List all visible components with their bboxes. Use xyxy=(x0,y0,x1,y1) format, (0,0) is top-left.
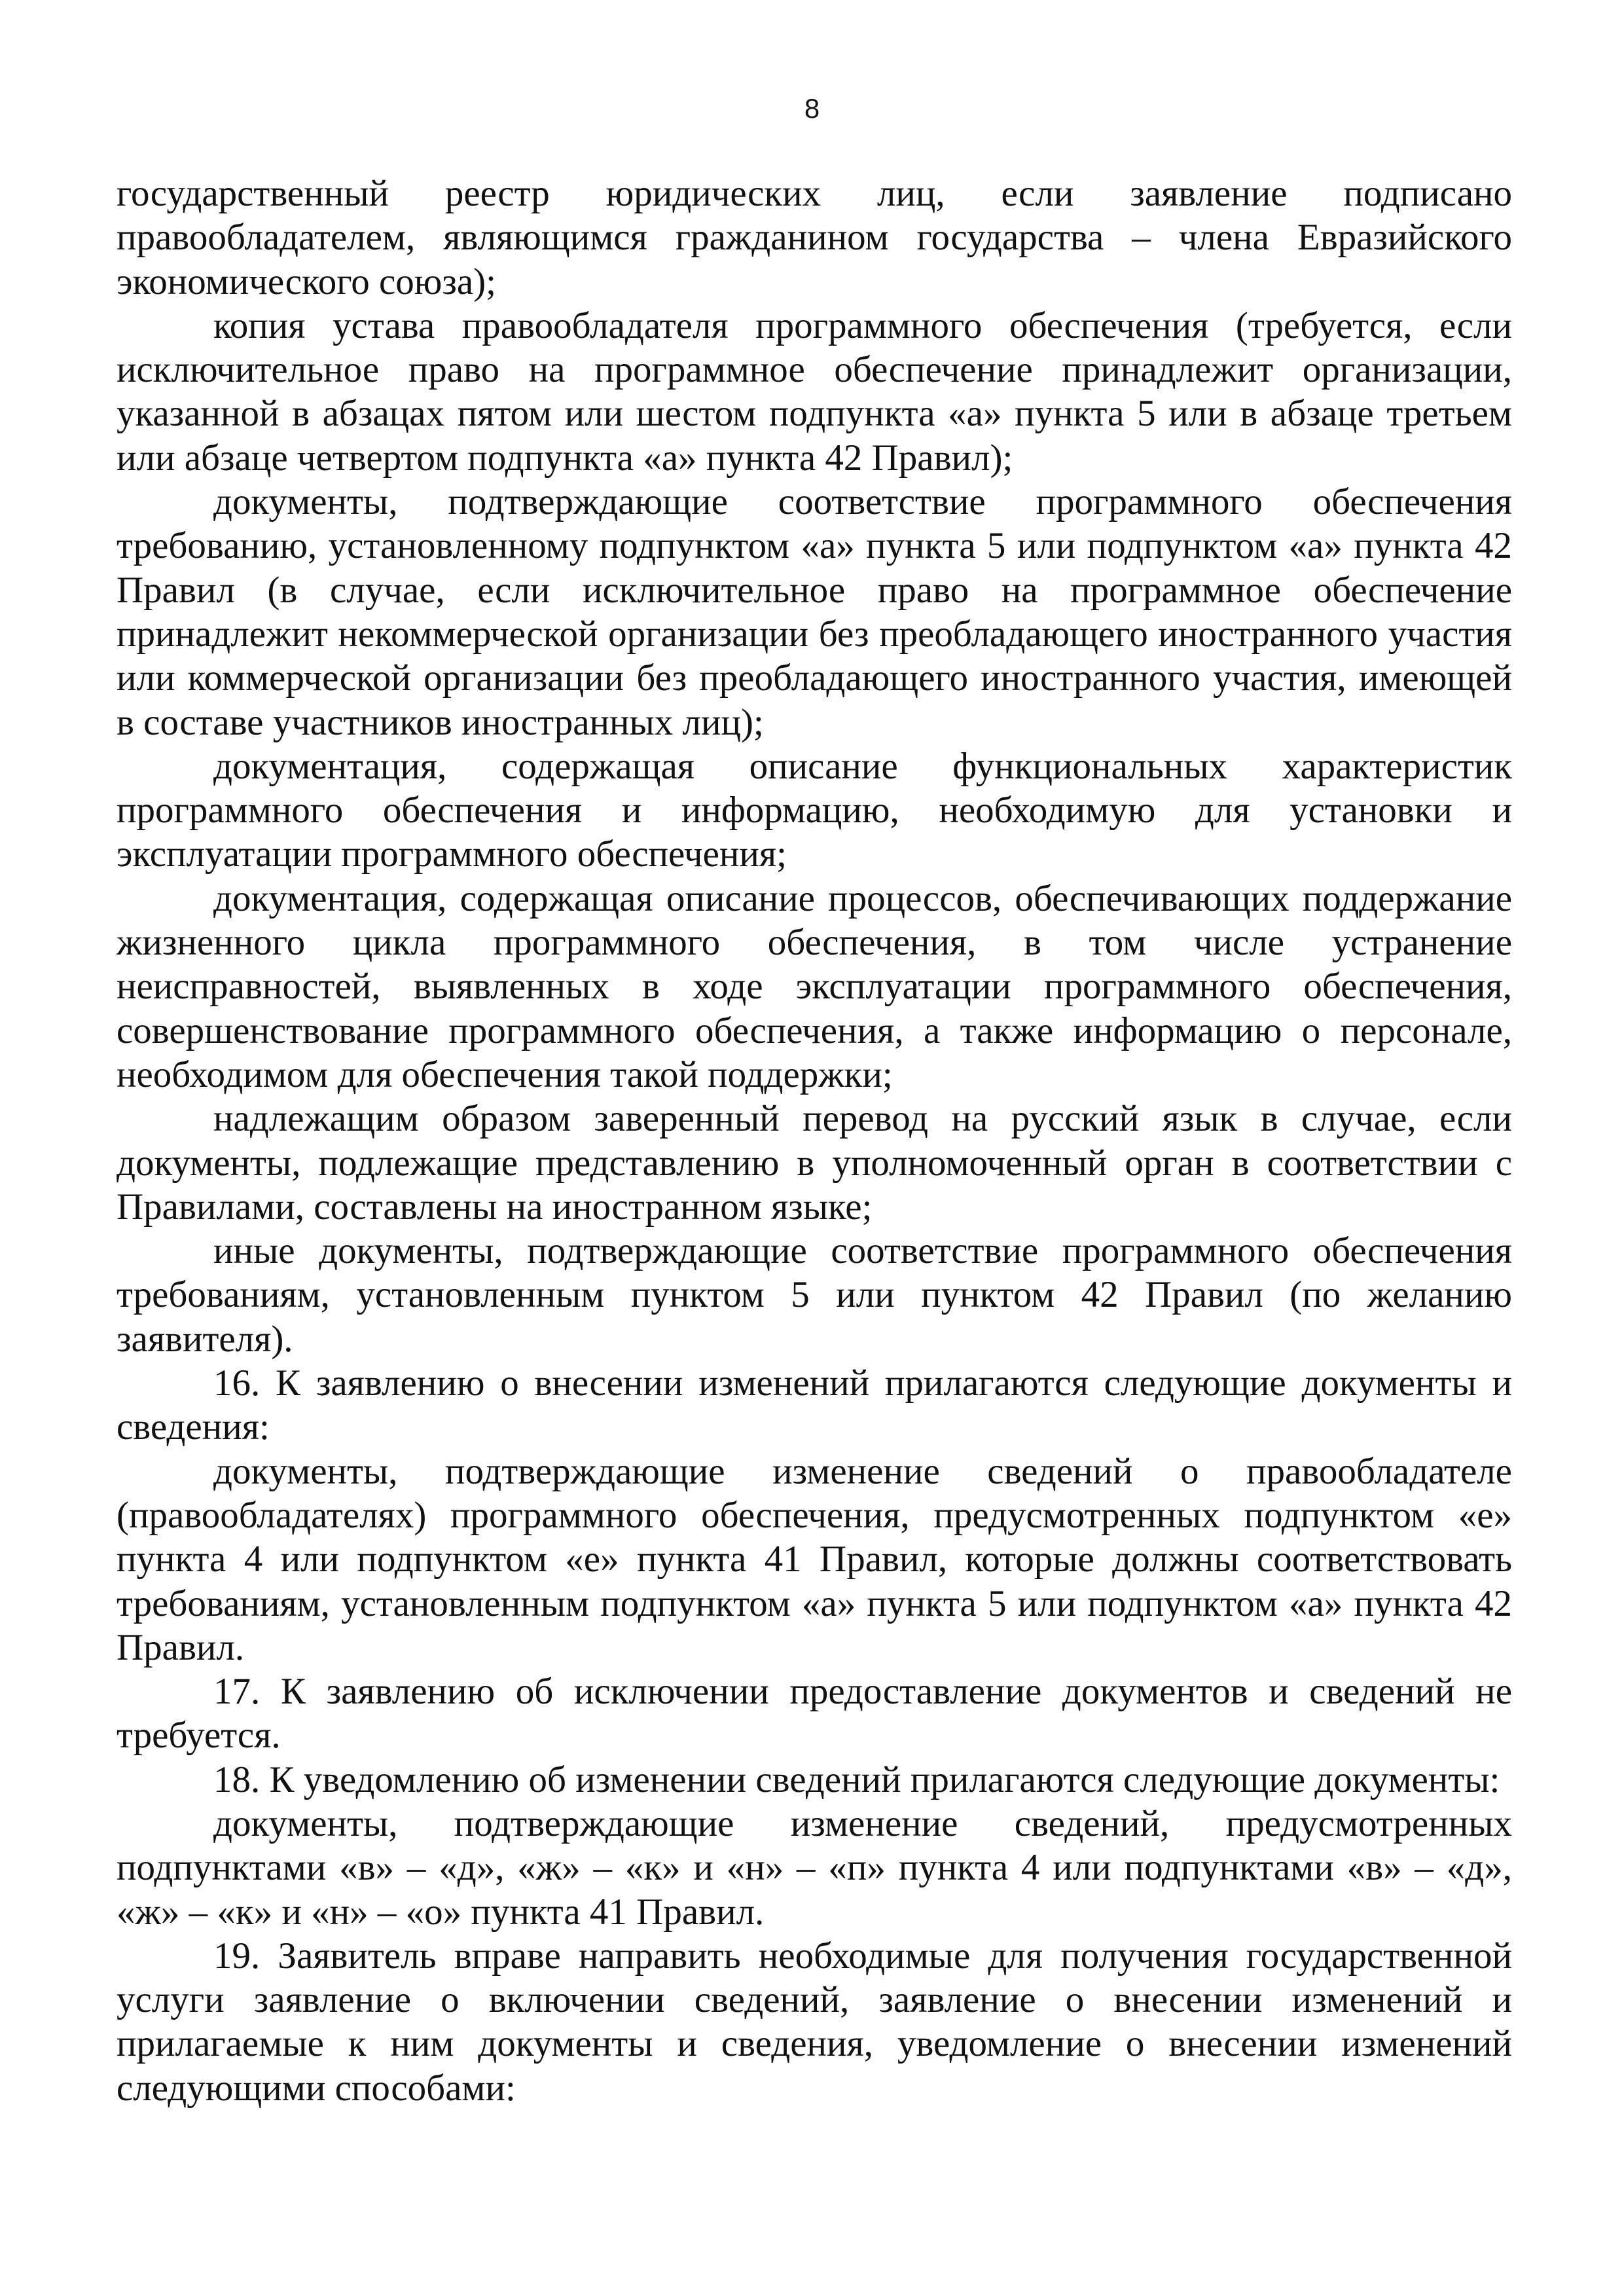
paragraph: надлежащим образом заверенный перевод на русский язык в случае, если документы, подлежащие представлению в уполномоченный орган в соответствии с Правилами, составлены на иностранном языке; xyxy=(117,1098,1512,1228)
document-body xyxy=(117,172,1512,2110)
paragraph-item-19: 19. Заявитель вправе направить необходимые для получения государственной услуги заявление о включении сведений, заявление о внесении изменений и прилагаемые к ним документы и сведения, уведомление о внесении изменений следующими способами: xyxy=(117,1935,1512,2109)
paragraph: копия устава правообладателя программного обеспечения (требуется, если исключительное право на программное обеспечение принадлежит организации, указанной в абзацах пятом или шестом подпункта «а» пункта 5 или в абзаце третьем или абзаце четвертом подпункта «а» пункта 42 Правил); xyxy=(117,304,1512,479)
paragraph: иные документы, подтверждающие соответствие программного обеспечения требованиям, установленным пунктом 5 или пунктом 42 Правил (по желанию заявителя). xyxy=(117,1230,1512,1360)
paragraph: документация, содержащая описание функциональных характеристик программного обеспечения и информацию, необходимую для установки и эксплуатации программного обеспечения; xyxy=(117,745,1512,875)
paragraph-item-18: 18. К уведомлению об изменении сведений прилагаются следующие документы: xyxy=(213,1758,1500,1800)
paragraph-continuation: государственный реестр юридических лиц, если заявление подписано правообладателем, являющимся гражданином государства – члена Евразийского экономического союза); xyxy=(117,173,1512,302)
paragraph: документы, подтверждающие изменение сведений, предусмотренных подпунктами «в» – «д», «ж» – «к» и «н» – «п» пункта 4 или подпунктами «в» – «д», «ж» – «к» и «н» – «о» пункта 41 Правил. xyxy=(117,1802,1512,1933)
page-number: 8 xyxy=(804,93,820,124)
paragraph-item-17: 17. К заявлению об исключении предоставление документов и сведений не требуется. xyxy=(117,1671,1512,1757)
paragraph-item-16: 16. К заявлению о внесении изменений прилагаются следующие документы и сведения: xyxy=(117,1362,1512,1448)
paragraph: документы, подтверждающие изменение сведений о правообладателе (правообладателях) программного обеспечения, предусмотренных подпунктом «е» пункта 4 или подпунктом «е» пункта 41 Правил, которые должны соответствовать требованиям, установленным подпунктом «а» пункта 5 или подпунктом «а» пункта 42 Правил. xyxy=(117,1450,1512,1668)
paragraph: документация, содержащая описание процессов, обеспечивающих поддержание жизненного цикла программного обеспечения, в том числе устранение неисправностей, выявленных в ходе эксплуатации программного обеспечения, совершенствование программного обеспечения, а также информацию о персонале, необходимом для обеспечения такой поддержки; xyxy=(117,877,1512,1095)
paragraph: документы, подтверждающие соответствие программного обеспечения требованию, установленному подпунктом «а» пункта 5 или подпунктом «а» пункта 42 Правил (в случае, если исключительное право на программное обеспечение принадлежит некоммерческой организации без преобладающего иностранного участия или коммерческой организации без преобладающего иностранного участия, имеющей в составе участников иностранных лиц); xyxy=(117,481,1512,743)
